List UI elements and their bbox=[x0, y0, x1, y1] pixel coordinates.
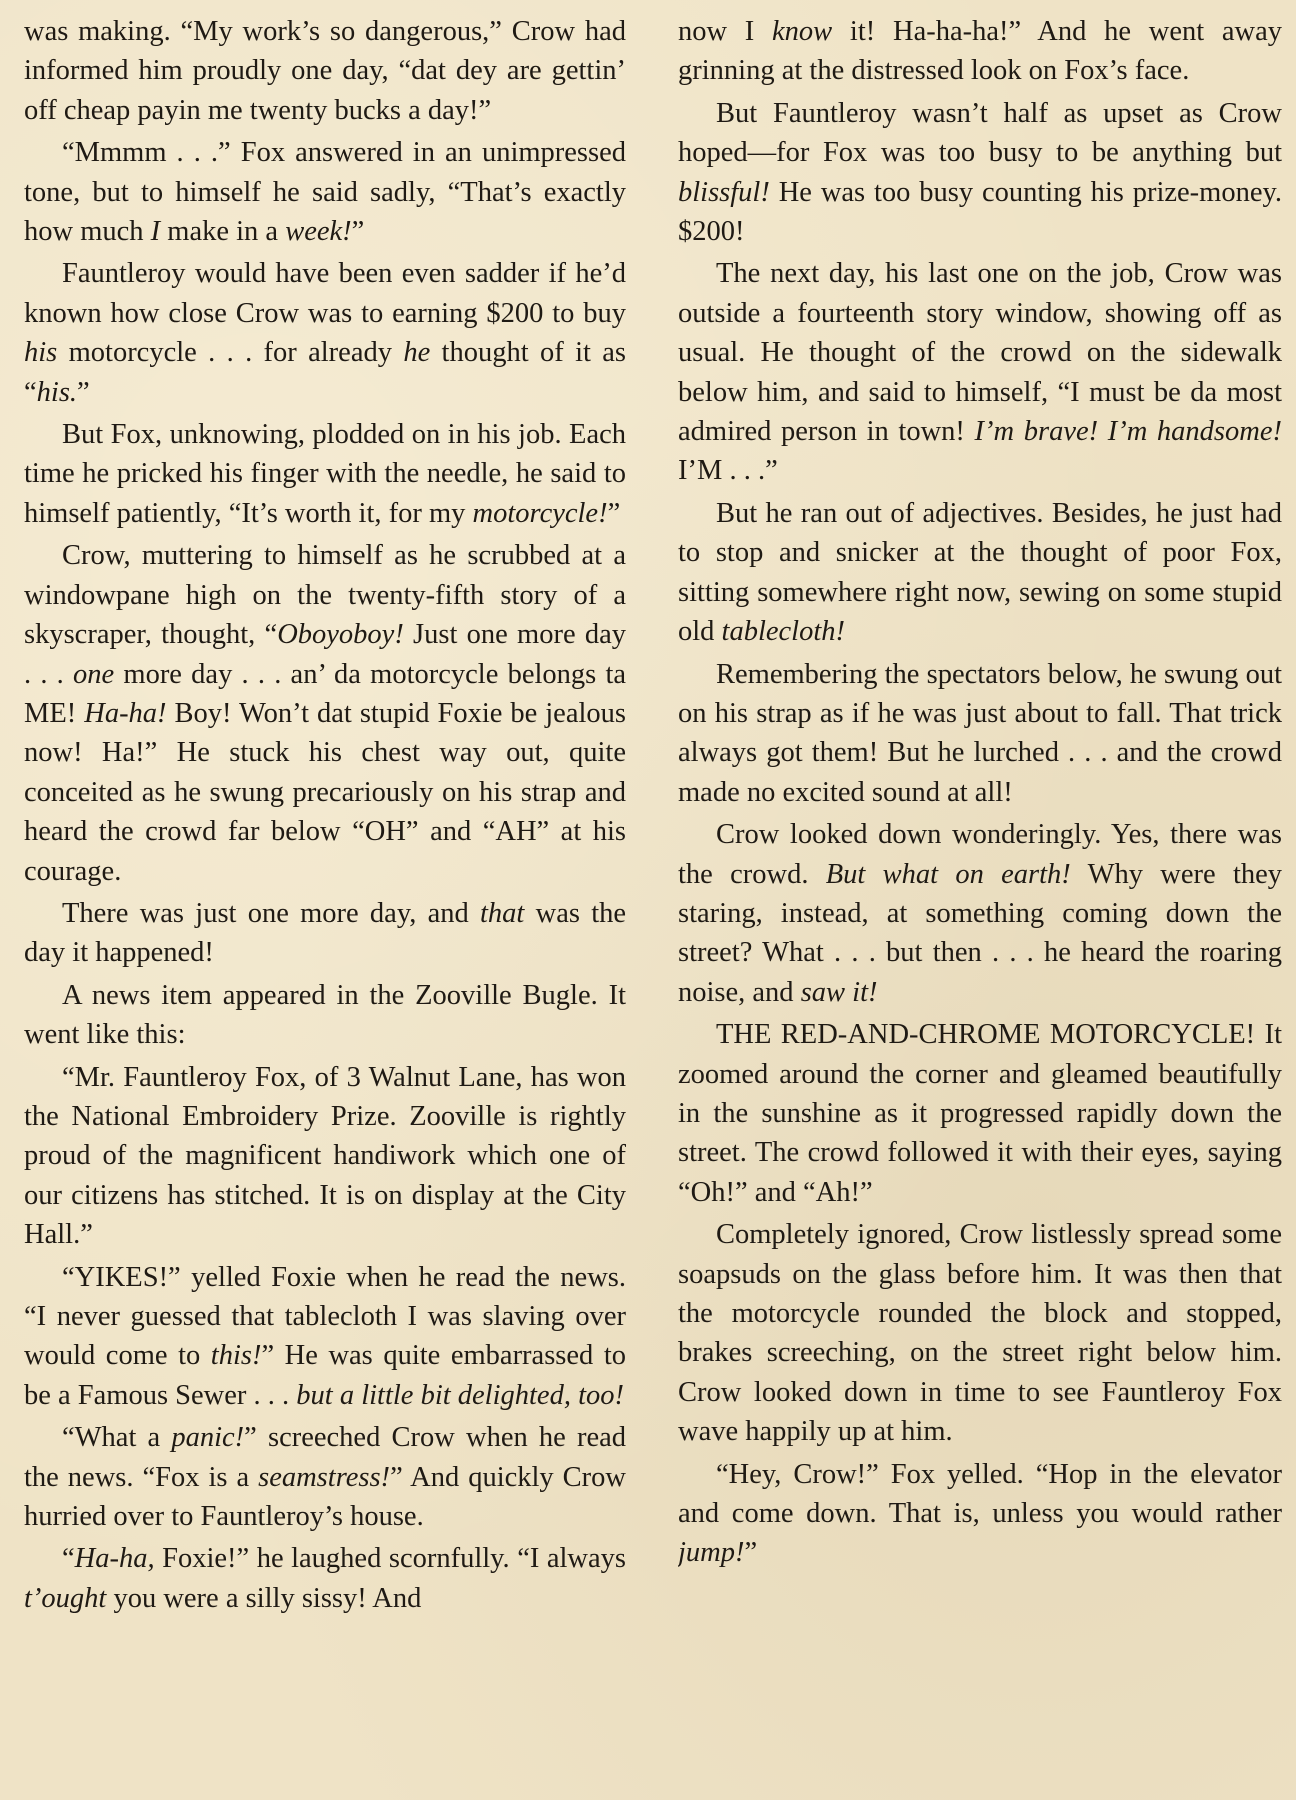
story-paragraph bbox=[24, 1258, 626, 1416]
italic-text-span: Ha-ha! bbox=[84, 697, 167, 729]
story-paragraph bbox=[24, 536, 626, 891]
story-paragraph bbox=[24, 415, 626, 533]
story-paragraph bbox=[678, 254, 1282, 490]
text-span: ” bbox=[744, 1537, 758, 1569]
story-paragraph bbox=[678, 1215, 1282, 1451]
text-span: But he ran out of adjectives. Besides, he just had to stop and snicker at the thought of poor Fox, sitting somewhere right now, sewing on some stupid old bbox=[678, 497, 1282, 648]
text-span: “Mmmm . . .” Fox answered in an unimpressed tone, but to himself he said sadly, “That’s exactly how much bbox=[24, 137, 626, 248]
italic-text-span: week! bbox=[285, 216, 352, 248]
italic-text-span: I bbox=[150, 216, 161, 248]
text-span: Crow, muttering to himself as he scrubbed at a windowpane high on the twenty-fifth story of a skyscraper, thought, “ bbox=[24, 540, 626, 651]
story-paragraph bbox=[678, 494, 1282, 652]
story-paragraph bbox=[24, 1418, 626, 1536]
italic-text-span: but a little bit delighted, too! bbox=[296, 1379, 624, 1411]
text-span: Crow looked down wonderingly. Yes, there was the crowd. bbox=[678, 819, 1282, 890]
story-paragraph bbox=[678, 655, 1282, 813]
italic-text-span: Oboyoboy! bbox=[277, 619, 404, 651]
italic-text-span: he bbox=[403, 337, 431, 369]
text-span: A news item appeared in the Zooville Bugle. It went like this: bbox=[24, 979, 626, 1051]
text-span: THE RED-AND-CHROME MOTORCYCLE! It zoomed around the corner and gleamed beautifully in the sunshine as it progressed rapidly down the street. The crowd followed it with their eyes, saying “Oh!” and “Ah!” bbox=[678, 1019, 1282, 1208]
text-span: now I bbox=[678, 16, 773, 47]
text-span: Boy! Won’t dat stupid Foxie be jealous now! Ha!” He stuck his chest way out, quite conceited as he swung precariously on his strap and heard the crowd far below “OH” and “AH” at his courage. bbox=[24, 697, 626, 887]
text-span: Why were they staring, instead, at something coming down the street? What . . . but then . . . he heard the roaring noise, and bbox=[678, 858, 1282, 1008]
text-span: ” bbox=[351, 216, 365, 248]
text-span: “ bbox=[62, 1543, 75, 1575]
italic-text-span: know bbox=[772, 16, 833, 47]
italic-text-span: tablecloth! bbox=[721, 616, 846, 648]
text-span: was making. “My work’s so dangerous,” Crow had informed him proudly one day, “dat dey are gettin’ off cheap payin me twenty bucks a day!” bbox=[24, 16, 626, 126]
italic-text-span: blissful! bbox=[678, 176, 770, 208]
text-span: I’M . . .” bbox=[678, 455, 778, 487]
text-span: Fauntleroy would have been even sadder if he’d known how close Crow was to earning $200 to buy bbox=[24, 258, 626, 329]
text-span: “Hey, Crow!” Fox yelled. “Hop in the elevator and come down. That is, unless you would rather bbox=[678, 1458, 1282, 1530]
story-paragraph bbox=[24, 894, 626, 973]
text-span: was the day it happened! bbox=[24, 897, 626, 969]
text-span: Foxie!” he laughed scornfully. “I always bbox=[154, 1543, 626, 1575]
text-span: “YIKES!” yelled Foxie when he read the news. “I never guessed that tablecloth I was slaving over would come to bbox=[24, 1261, 626, 1372]
italic-text-span: his. bbox=[36, 376, 78, 408]
text-span: The next day, his last one on the job, Crow was outside a fourteenth story window, showing off as usual. He thought of the crowd on the sidewalk below him, and said to himself, “I must be da most admired person in town! bbox=[678, 258, 1282, 448]
italic-text-span: I’m brave! I’m handsome! bbox=[974, 416, 1282, 448]
text-span: There was just one more day, and bbox=[62, 897, 481, 929]
italic-text-span: one bbox=[73, 658, 115, 690]
italic-text-span: that bbox=[480, 897, 525, 929]
text-span: more day . . . an’ da motorcycle belongs ta ME! bbox=[24, 658, 626, 729]
text-span: ” bbox=[607, 497, 621, 529]
text-span: make in a bbox=[160, 216, 286, 248]
text-span: “Mr. Fauntleroy Fox, of 3 Walnut Lane, has won the National Embroidery Prize. Zooville is rightly proud of the magnificent handiwork which one of our citizens has stitched. It is on display at the City Hall.” bbox=[24, 1061, 626, 1251]
text-span: ” And quickly Crow hurried over to Fauntleroy’s house. bbox=[24, 1461, 626, 1533]
story-paragraph bbox=[678, 1455, 1282, 1573]
italic-text-span: saw it! bbox=[800, 976, 878, 1008]
italic-text-span: his bbox=[24, 337, 58, 369]
text-span: ” bbox=[77, 376, 90, 408]
story-paragraph bbox=[24, 133, 626, 251]
text-span: But Fauntleroy wasn’t half as upset as Crow hoped—for Fox was too busy to be anything but bbox=[678, 97, 1282, 169]
text-span: ” screeched Crow when he read the news. “Fox is a bbox=[24, 1422, 626, 1493]
text-span: motorcycle . . . for already bbox=[57, 337, 404, 369]
text-span: Just one more day . . . bbox=[24, 619, 626, 690]
italic-text-span: this! bbox=[210, 1340, 262, 1372]
text-span: He was too busy counting his prize-money. $200! bbox=[678, 176, 1282, 248]
story-paragraph bbox=[24, 12, 626, 130]
text-span: Remembering the spectators below, he swung out on his strap as if he was just about to fall. That trick always got them! But he lurched . . . and the crowd made no excited sound at all! bbox=[678, 658, 1282, 808]
text-span: it! Ha-ha-ha!” And he went away grinning at the distressed look on Fox’s face. bbox=[678, 16, 1282, 87]
italic-text-span: panic! bbox=[171, 1422, 245, 1454]
italic-text-span: seamstress! bbox=[258, 1461, 391, 1493]
text-span: ” He was quite embarrassed to be a Famous Sewer . . . bbox=[24, 1340, 626, 1411]
story-paragraph bbox=[678, 815, 1282, 1012]
italic-text-span: Ha-ha, bbox=[74, 1543, 155, 1575]
story-paragraph bbox=[678, 94, 1282, 252]
italic-text-span: t’ought bbox=[24, 1582, 107, 1614]
italic-text-span: jump! bbox=[678, 1537, 745, 1569]
left-text-column bbox=[24, 12, 626, 1800]
story-paragraph bbox=[678, 1015, 1282, 1212]
story-paragraph bbox=[24, 1058, 626, 1255]
story-paragraph bbox=[24, 254, 626, 412]
text-span: Completely ignored, Crow listlessly spread some soapsuds on the glass before him. It was then that the motorcycle rounded the block and stopped, brakes screeching, on the street right below him. Crow looked down in time to see Fauntleroy Fox wave happily up at him. bbox=[678, 1219, 1282, 1448]
italic-text-span: But what on earth! bbox=[825, 858, 1071, 890]
italic-text-span: motorcycle! bbox=[472, 497, 608, 529]
text-span: you were a silly sissy! And bbox=[106, 1582, 422, 1614]
story-paragraph bbox=[678, 12, 1282, 91]
right-text-column bbox=[678, 12, 1282, 1800]
text-span: “What a bbox=[62, 1422, 172, 1454]
text-span: thought of it as “ bbox=[24, 337, 626, 408]
story-paragraph bbox=[24, 1539, 626, 1618]
text-span: But Fox, unknowing, plodded on in his job. Each time he pricked his finger with the needle, he said to himself patiently, “It’s worth it, for my bbox=[24, 419, 626, 529]
story-paragraph bbox=[24, 976, 626, 1055]
